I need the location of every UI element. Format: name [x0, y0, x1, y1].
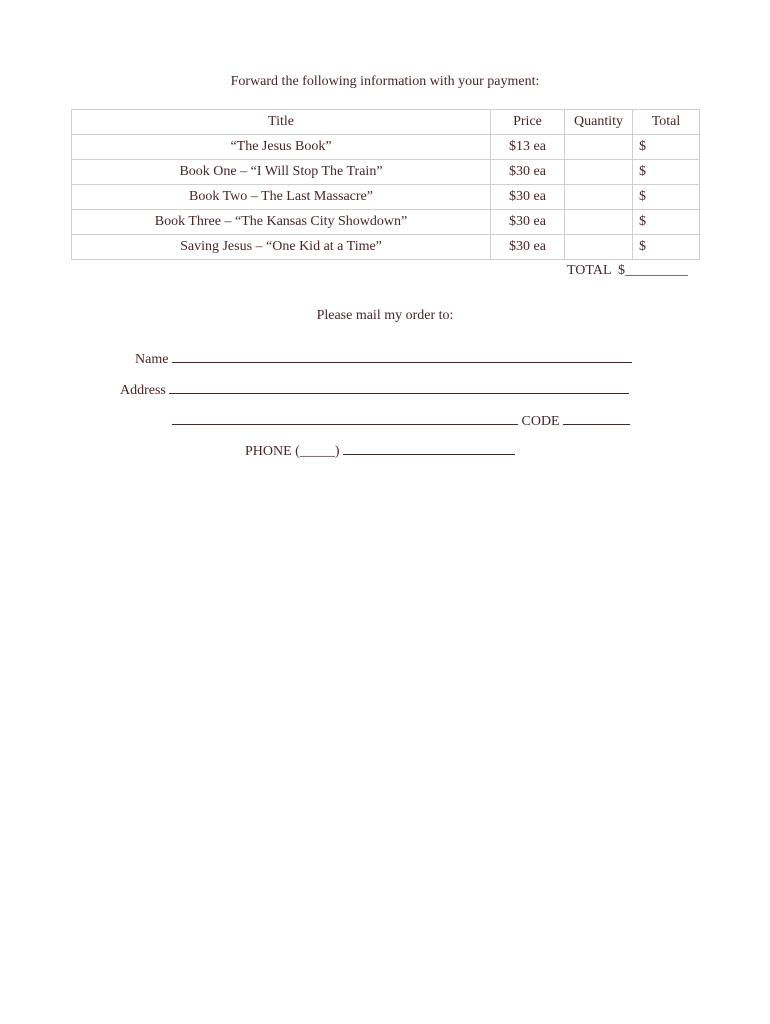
- quantity-field[interactable]: [565, 235, 633, 260]
- address-line-2-field[interactable]: [172, 412, 518, 425]
- table-header-row: [72, 110, 700, 135]
- code-field[interactable]: [563, 412, 630, 425]
- row-total[interactable]: $: [633, 185, 700, 210]
- mail-heading: Please mail my order to:: [316, 308, 454, 323]
- header-total: Total: [633, 110, 700, 135]
- row-total[interactable]: $: [633, 135, 700, 160]
- table-row: [72, 210, 700, 235]
- row-total[interactable]: $: [633, 235, 700, 260]
- quantity-field[interactable]: [565, 160, 633, 185]
- phone-field[interactable]: [343, 442, 515, 455]
- table-row: [72, 235, 700, 260]
- book-title: Saving Jesus – “One Kid at a Time”: [72, 235, 491, 260]
- name-line: [135, 350, 632, 368]
- header-price: Price: [491, 110, 565, 135]
- quantity-field[interactable]: [565, 210, 633, 235]
- book-price: $30 ea: [491, 235, 565, 260]
- header-title: Title: [72, 110, 491, 135]
- quantity-field[interactable]: [565, 185, 633, 210]
- intro-text: Forward the following information with your payment:: [230, 74, 540, 89]
- book-price: $13 ea: [491, 135, 565, 160]
- book-price: $30 ea: [491, 210, 565, 235]
- name-field[interactable]: [172, 350, 632, 363]
- book-title: Book One – “I Will Stop The Train”: [72, 160, 491, 185]
- table-row: [72, 160, 700, 185]
- header-quantity: Quantity: [565, 110, 633, 135]
- book-price: $30 ea: [491, 160, 565, 185]
- table-row: [72, 185, 700, 210]
- city-code-line: [172, 412, 630, 430]
- quantity-field[interactable]: [565, 135, 633, 160]
- phone-label[interactable]: PHONE (_____): [245, 444, 340, 459]
- book-title: Book Three – “The Kansas City Showdown”: [72, 210, 491, 235]
- table-row: [72, 135, 700, 160]
- book-price: $30 ea: [491, 185, 565, 210]
- order-table: [71, 109, 700, 260]
- book-title: “The Jesus Book”: [72, 135, 491, 160]
- name-label: Name: [135, 352, 169, 367]
- address-line: [120, 381, 629, 399]
- book-title: Book Two – The Last Massacre”: [72, 185, 491, 210]
- address-label: Address: [120, 383, 166, 398]
- address-field[interactable]: [169, 381, 629, 394]
- row-total[interactable]: $: [633, 160, 700, 185]
- grand-total[interactable]: TOTAL $_________: [567, 263, 688, 278]
- phone-line: [245, 442, 515, 460]
- code-label: CODE: [521, 414, 560, 429]
- row-total[interactable]: $: [633, 210, 700, 235]
